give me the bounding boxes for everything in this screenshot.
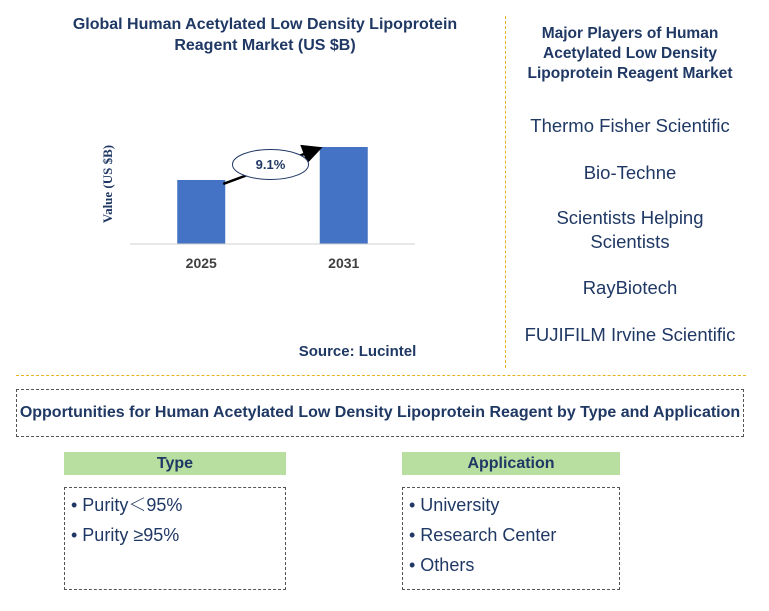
type-item: • Purity ≥95% — [71, 525, 180, 545]
x-tick-label: 2025 — [185, 255, 217, 271]
player-item: FUJIFILM Irvine Scientific — [524, 324, 736, 345]
opportunities-banner — [16, 389, 744, 437]
application-list — [402, 487, 620, 590]
vertical-divider — [505, 16, 506, 368]
player-item: RayBiotech — [582, 277, 678, 298]
player-item: Bio-Techne — [583, 162, 677, 183]
major-players-title: Major Players of Human Acetylated Low Density Lipoprotein Reagent Market — [527, 25, 733, 82]
application-item: • Others — [409, 555, 475, 575]
cagr-label: 9.1% — [255, 156, 286, 172]
bar-2025 — [177, 180, 225, 244]
opportunities-title: Opportunities for Human Acetylated Low Density Lipoprotein Reagent by Type and Application — [19, 404, 741, 421]
x-tick-label: 2031 — [328, 255, 360, 271]
player-item: Thermo Fisher Scientific — [530, 115, 730, 136]
bar-2031 — [320, 147, 368, 244]
type-header: Type — [64, 452, 286, 475]
type-list — [64, 487, 286, 590]
application-header: Application — [402, 452, 620, 475]
bar-chart — [90, 120, 430, 280]
application-item: • University — [409, 495, 500, 515]
chart-title: Global Human Acetylated Low Density Lipoprotein Reagent Market (US $B) — [72, 16, 458, 54]
player-item: Scientists Helping Scientists — [556, 207, 704, 252]
application-item: • Research Center — [409, 525, 557, 545]
horizontal-divider — [16, 375, 746, 376]
type-item: • Purity＜95% — [71, 495, 183, 515]
y-axis-label: Value (US $B) — [100, 144, 115, 224]
source-note: Source: Lucintel — [298, 343, 417, 360]
